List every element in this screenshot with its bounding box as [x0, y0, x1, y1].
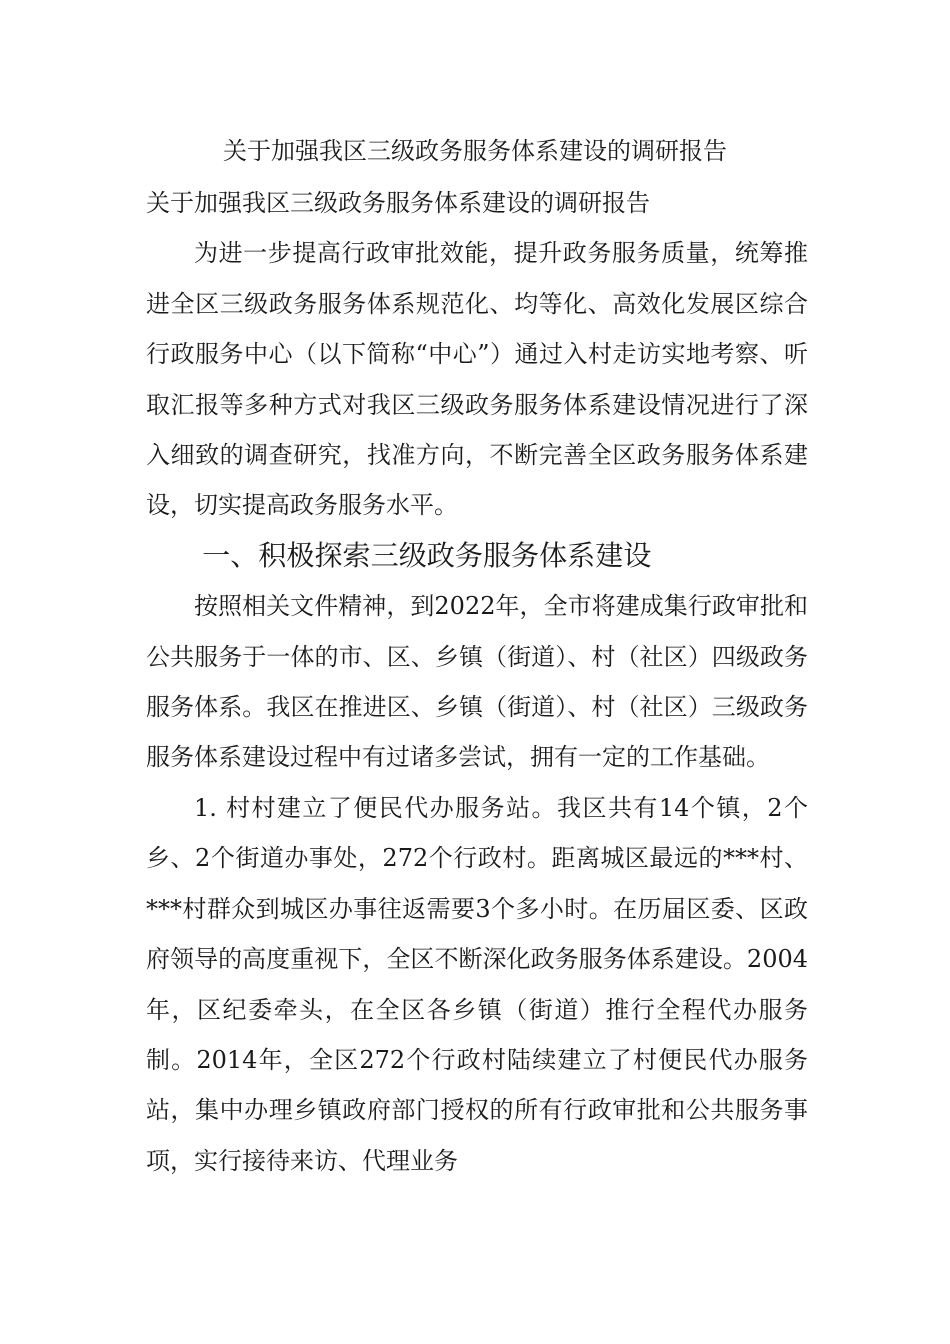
item-1-paragraph: 1. 村村建立了便民代办服务站。我区共有14个镇，2个乡、2个街道办事处，272个行政村。距离城区最远的***村、***村群众到城区办事往返需要3个多小时。在历届区委、区政府领导的高度重视下，全区不断深化政务服务体系建设。2004年，区纪委牵头，在全区各乡镇（街道）推行全程代办服务制。2014年，全区272个行政村陆续建立了村便民代办服务站，集中办理乡镇政府部门授权的所有行政审批和公共服务事项，实行接待来访、代理业务: [146, 793, 808, 1175]
document-title: 关于加强我区三级政务服务体系建设的调研报告: [223, 137, 727, 165]
document-subtitle: 关于加强我区三级政务服务体系建设的调研报告: [146, 189, 650, 217]
document-body: [146, 178, 808, 1186]
section-heading-1: 一、积极探索三级政务服务体系建设: [202, 538, 652, 572]
intro-paragraph: 为进一步提高行政审批效能，提升政务服务质量，统筹推进全区三级政务服务体系规范化、均等化、高效化发展区综合行政服务中心（以下简称“中心”）通过入村走访实地考察、听取汇报等多种方式对我区三级政务服务体系建设情况进行了深入细致的调查研究，找准方向，不断完善全区政务服务体系建设，切实提高政务服务水平。: [146, 239, 808, 520]
section-1-paragraph: 按照相关文件精神，到2022年，全市将建成集行政审批和公共服务于一体的市、区、乡镇（街道）、村（社区）四级政务服务体系。我区在推进区、乡镇（街道）、村（社区）三级政务服务体系建设过程中有过诸多尝试，拥有一定的工作基础。: [146, 592, 808, 772]
